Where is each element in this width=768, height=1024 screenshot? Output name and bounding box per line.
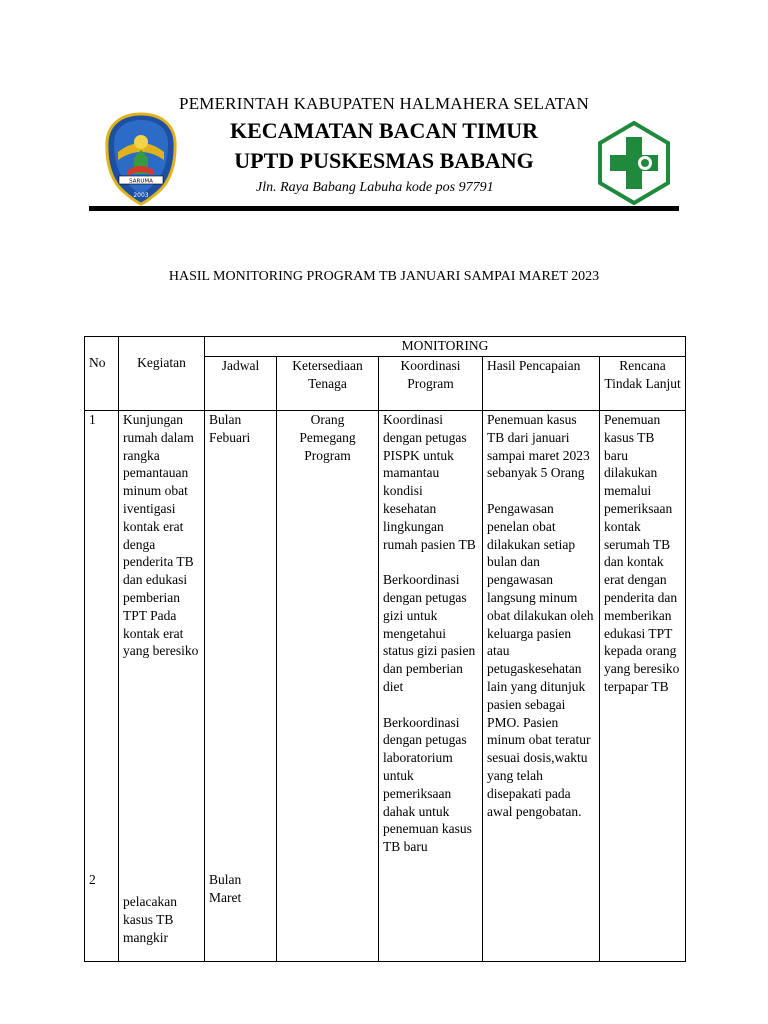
cell-koordinasi: [379, 411, 483, 962]
header-no: No: [85, 337, 119, 411]
table-row: [85, 411, 686, 962]
row-2-no: 2: [89, 872, 96, 887]
header-rencana: Rencana Tindak Lanjut: [600, 357, 686, 411]
puskesmas-cross-icon: [598, 121, 670, 205]
header-divider: [89, 206, 679, 211]
header-jadwal: Jadwal: [205, 357, 277, 411]
row-1-hasil-2: Pengawasan penelan obat dilakukan setiap bulan dan pengawasan langsung minum obat dilakukan oleh keluarga pasien atau petugaskesehatan lain yang ditunjuk pasien sebagai PMO. Pasien minum obat teratur sesuai dosis,waktu yang telah disepakati pada awal pengobatan.: [487, 500, 594, 819]
svg-text:2003: 2003: [133, 192, 149, 199]
cell-no: [85, 411, 119, 962]
cell-hasil: [483, 411, 600, 962]
document-title: HASIL MONITORING PROGRAM TB JANUARI SAMPAI MARET 2023: [168, 269, 600, 284]
header-monitoring: MONITORING: [205, 337, 686, 357]
row-2-kegiatan: pelacakan kasus TB mangkir: [123, 894, 177, 945]
row-1-rencana: Penemuan kasus TB baru dilakukan memalui pemeriksaan kontak serumah TB dan kontak erat dengan penderita dan memberikan edukasi TPT kepada orang yang beresiko terpapar TB: [600, 411, 686, 962]
row-1-koordinasi-1: Koordinasi dengan petugas PISPK untuk mamantau kondisi kesehatan lingkungan rumah pasien TB: [383, 412, 476, 552]
header-line-government: PEMERINTAH KABUPATEN HALMAHERA SELATAN: [179, 94, 589, 113]
row-1-hasil-1: Penemuan kasus TB dari januari sampai maret 2023 sebanyak 5 Orang: [487, 412, 590, 481]
header-koordinasi: Koordinasi Program: [379, 357, 483, 411]
header-hasil: Hasil Pencapaian: [483, 357, 600, 411]
row-1-ketersediaan: Orang Pemegang Program: [277, 411, 379, 962]
cell-jadwal: [205, 411, 277, 962]
monitoring-table: [84, 336, 686, 962]
row-1-no: 1: [89, 412, 96, 427]
header-address: Jln. Raya Babang Labuha kode pos 97791: [256, 180, 494, 195]
cell-kegiatan: [119, 411, 205, 962]
row-1-koordinasi-2: Berkoordinasi dengan petugas gizi untuk mengetahui status gizi pasien dan pemberian diet: [383, 572, 476, 694]
letterhead: [0, 0, 768, 220]
header-line-district: KECAMATAN BACAN TIMUR: [230, 118, 538, 143]
svg-text:SARUMA: SARUMA: [129, 178, 153, 185]
header-line-puskesmas: UPTD PUSKESMAS BABANG: [234, 148, 534, 173]
row-1-jadwal: Bulan Febuari: [209, 412, 251, 445]
header-kegiatan: Kegiatan: [119, 337, 205, 411]
header-ketersediaan: Ketersediaan Tenaga: [277, 357, 379, 411]
row-1-koordinasi-3: Berkoordinasi dengan petugas laboratorium untuk pemeriksaan dahak untuk penemuan kasus TB baru: [383, 714, 472, 855]
row-2-jadwal: Bulan Maret: [209, 872, 242, 905]
row-1-kegiatan: Kunjungan rumah dalam rangka pemantauan minum obat iventigasi kontak erat denga penderita TB dan edukasi pemberian TPT Pada kontak erat yang beresiko: [123, 412, 199, 659]
